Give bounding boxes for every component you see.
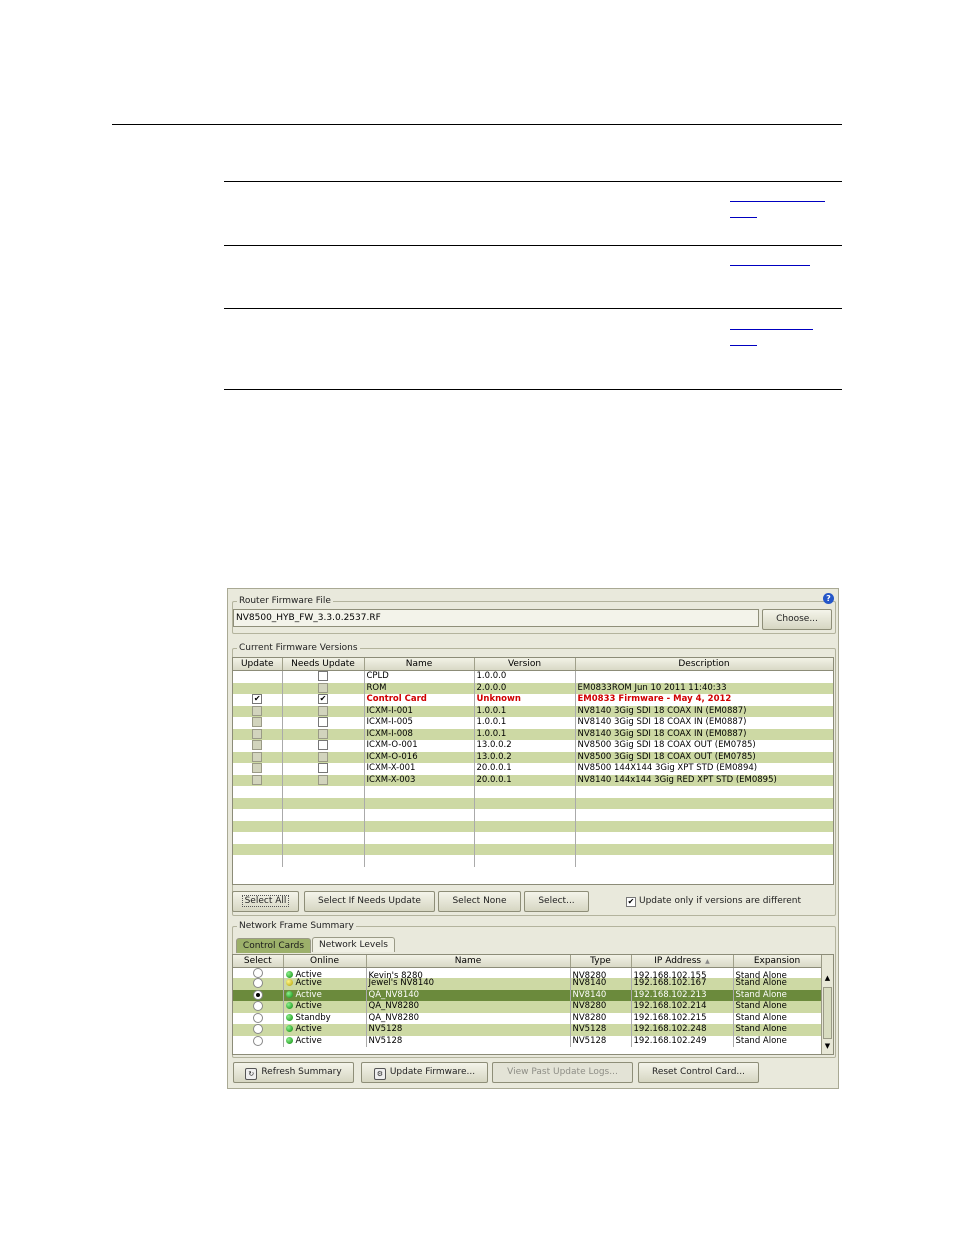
- frame-expansion: Stand Alone: [733, 1024, 821, 1036]
- update-cell[interactable]: [233, 706, 282, 718]
- online-status: Active: [295, 989, 322, 1000]
- empty-cell: [282, 844, 364, 856]
- frame-ip: 192.168.102.215: [631, 1013, 733, 1025]
- frame-ip: 192.168.102.249: [631, 1036, 733, 1048]
- empty-cell: [575, 798, 833, 810]
- xref-link-underline[interactable]: [730, 217, 757, 218]
- network-frame-row[interactable]: [233, 1036, 821, 1048]
- empty-cell: [233, 832, 282, 844]
- column-header[interactable]: Needs Update: [282, 658, 364, 671]
- frame-ip: 192.168.102.214: [631, 1001, 733, 1013]
- update-only-label: Update only if versions are different: [639, 896, 802, 906]
- tab-network-levels[interactable]: Network Levels: [312, 937, 395, 952]
- checkbox[interactable]: [318, 763, 328, 773]
- empty-cell: [364, 786, 474, 798]
- status-led-icon: [286, 979, 293, 986]
- checkbox[interactable]: ✔: [253, 694, 261, 703]
- status-led-icon: [286, 1014, 293, 1021]
- column-header[interactable]: [283, 955, 366, 968]
- frame-expansion: Stand Alone: [733, 1036, 821, 1048]
- empty-cell: [282, 855, 364, 867]
- needs-update-cell: [282, 729, 364, 741]
- empty-row: [233, 786, 833, 798]
- module-version: 13.0.0.2: [474, 740, 575, 752]
- refresh-icon: ↻: [245, 1068, 257, 1080]
- online-cell: [283, 1036, 366, 1048]
- empty-row: [233, 844, 833, 856]
- select-all-label: Select All: [242, 895, 290, 907]
- checkbox[interactable]: [252, 729, 262, 739]
- update-cell[interactable]: [233, 763, 282, 775]
- select-cell[interactable]: [233, 1036, 283, 1048]
- online-cell: [283, 978, 366, 990]
- module-version: 1.0.0.0: [474, 671, 575, 683]
- empty-cell: [474, 844, 575, 856]
- needs-update-cell: [282, 763, 364, 775]
- empty-cell: [282, 798, 364, 810]
- module-name: ICXM-X-001: [364, 763, 474, 775]
- select-radio[interactable]: [253, 1013, 263, 1023]
- column-header-label: Online: [309, 956, 340, 966]
- module-name: ICXM-X-003: [364, 775, 474, 787]
- frame-name: QA_NV8280: [366, 1013, 570, 1025]
- checkbox[interactable]: [252, 706, 262, 716]
- firmware-row[interactable]: [233, 729, 833, 741]
- checkbox[interactable]: [318, 752, 328, 762]
- needs-update-cell: [282, 706, 364, 718]
- select-cell[interactable]: [233, 1001, 283, 1013]
- firmware-row[interactable]: [233, 671, 833, 683]
- column-header-label: Expansion: [753, 956, 801, 966]
- module-name: ROM: [364, 683, 474, 695]
- empty-cell: [233, 821, 282, 833]
- status-led-icon: [286, 971, 293, 978]
- frame-expansion: Stand Alone: [733, 990, 821, 1002]
- empty-cell: [364, 832, 474, 844]
- frame-type: NV8140: [570, 990, 631, 1002]
- firmware-update-panel: [227, 588, 839, 1089]
- select-cell[interactable]: [233, 1013, 283, 1025]
- module-version: 1.0.0.1: [474, 729, 575, 741]
- module-description: NV8140 3Gig SDI 18 COAX IN (EM0887): [575, 717, 833, 729]
- module-description: EM0833ROM Jun 10 2011 11:40:33: [575, 683, 833, 695]
- empty-cell: [575, 786, 833, 798]
- xref-link-underline[interactable]: [730, 329, 813, 330]
- network-frame-row[interactable]: [233, 990, 821, 1002]
- empty-row: [233, 798, 833, 810]
- empty-cell: [575, 809, 833, 821]
- frame-name: QA_NV8140: [366, 990, 570, 1002]
- module-description: NV8500 144X144 3Gig XPT STD (EM0894): [575, 763, 833, 775]
- table-rule-2: [224, 245, 842, 246]
- empty-cell: [233, 844, 282, 856]
- firmware-row[interactable]: [233, 740, 833, 752]
- frame-ip: 192.168.102.213: [631, 990, 733, 1002]
- online-cell: [283, 990, 366, 1002]
- empty-cell: [282, 786, 364, 798]
- select-button[interactable]: Select...: [524, 891, 589, 912]
- choose-button[interactable]: Choose...: [762, 609, 832, 630]
- empty-cell: [233, 809, 282, 821]
- update-cell[interactable]: [233, 775, 282, 787]
- update-cell[interactable]: [233, 717, 282, 729]
- checkbox[interactable]: [318, 706, 328, 716]
- group-title: Router Firmware File: [239, 596, 331, 606]
- header-rule: [112, 124, 842, 125]
- empty-cell: [233, 786, 282, 798]
- select-cell[interactable]: [233, 978, 283, 990]
- frame-type: NV5128: [570, 1036, 631, 1048]
- empty-cell: [233, 855, 282, 867]
- empty-cell: [364, 855, 474, 867]
- view-past-update-logs-button[interactable]: View Past Update Logs...: [492, 1062, 633, 1083]
- column-header-label: Name: [454, 956, 482, 966]
- needs-update-cell: [282, 775, 364, 787]
- empty-cell: [233, 798, 282, 810]
- checkbox[interactable]: [252, 752, 262, 762]
- select-radio[interactable]: [253, 990, 263, 1000]
- frame-expansion: Stand Alone: [733, 968, 821, 979]
- column-header[interactable]: [366, 955, 570, 968]
- help-icon[interactable]: ?: [823, 593, 834, 604]
- module-name: ICXM-O-001: [364, 740, 474, 752]
- firmware-row[interactable]: [233, 683, 833, 695]
- table-rule-1: [224, 181, 842, 182]
- group-title: Network Frame Summary: [239, 921, 354, 931]
- column-header[interactable]: [631, 955, 733, 968]
- needs-update-cell: [282, 671, 364, 683]
- update-cell[interactable]: [233, 752, 282, 764]
- frame-type: NV8280: [570, 1001, 631, 1013]
- reset-control-card-button[interactable]: Reset Control Card...: [638, 1062, 759, 1083]
- xref-link-underline[interactable]: [730, 265, 810, 266]
- empty-cell: [474, 809, 575, 821]
- online-status: Active: [295, 978, 322, 989]
- table-rule-4: [224, 389, 842, 390]
- module-name: Control Card: [364, 694, 474, 706]
- select-radio[interactable]: [253, 968, 263, 978]
- empty-cell: [474, 786, 575, 798]
- xref-link-underline[interactable]: [730, 201, 825, 202]
- frame-type: NV5128: [570, 1024, 631, 1036]
- empty-cell: [364, 798, 474, 810]
- update-cell[interactable]: [233, 683, 282, 695]
- select-radio[interactable]: [253, 1036, 263, 1046]
- online-status: Active: [295, 1001, 322, 1012]
- select-cell[interactable]: [233, 968, 283, 979]
- frame-expansion: Stand Alone: [733, 1013, 821, 1025]
- frame-type: NV8280: [570, 968, 631, 979]
- checkbox[interactable]: [318, 717, 328, 727]
- column-header[interactable]: [233, 955, 283, 968]
- update-cell[interactable]: [233, 740, 282, 752]
- frame-type: NV8140: [570, 978, 631, 990]
- network-frame-row[interactable]: [233, 978, 821, 990]
- firmware-row[interactable]: [233, 775, 833, 787]
- module-description: NV8140 144x144 3Gig RED XPT STD (EM0895): [575, 775, 833, 787]
- tab-control-cards[interactable]: Control Cards: [236, 938, 311, 953]
- frame-ip: 192.168.102.167: [631, 978, 733, 990]
- checkbox[interactable]: [318, 671, 328, 681]
- checkbox[interactable]: [252, 740, 262, 750]
- status-led-icon: [286, 1002, 293, 1009]
- column-header-label: Select: [243, 956, 272, 966]
- empty-cell: [474, 821, 575, 833]
- needs-update-cell: [282, 752, 364, 764]
- network-scrollbar[interactable]: [821, 955, 833, 1054]
- checkbox[interactable]: ✔: [319, 694, 327, 703]
- module-name: ICXM-I-008: [364, 729, 474, 741]
- module-name: ICXM-O-016: [364, 752, 474, 764]
- module-name: CPLD: [364, 671, 474, 683]
- update-cell[interactable]: [233, 729, 282, 741]
- select-none-button[interactable]: Select None: [438, 891, 521, 912]
- column-header-label: IP Address: [654, 956, 702, 966]
- column-header[interactable]: [570, 955, 631, 968]
- frame-type: NV8280: [570, 1013, 631, 1025]
- column-header[interactable]: [733, 955, 821, 968]
- update-cell[interactable]: [233, 671, 282, 683]
- module-version: 20.0.0.1: [474, 775, 575, 787]
- module-description: EM0833 Firmware - May 4, 2012: [575, 694, 833, 706]
- select-if-needs-update-button[interactable]: Select If Needs Update: [304, 891, 435, 912]
- select-cell[interactable]: [233, 990, 283, 1002]
- empty-cell: [364, 809, 474, 821]
- empty-cell: [575, 855, 833, 867]
- module-description: NV8500 3Gig SDI 18 COAX OUT (EM0785): [575, 752, 833, 764]
- empty-cell: [474, 855, 575, 867]
- network-frame-row[interactable]: [233, 1001, 821, 1013]
- empty-cell: [282, 832, 364, 844]
- module-name: ICXM-I-005: [364, 717, 474, 729]
- firmware-row[interactable]: [233, 752, 833, 764]
- table-rule-3: [224, 308, 842, 309]
- frame-name: NV5128: [366, 1024, 570, 1036]
- module-version: 20.0.0.1: [474, 763, 575, 775]
- frame-ip: 192.168.102.248: [631, 1024, 733, 1036]
- module-description: NV8140 3Gig SDI 18 COAX IN (EM0887): [575, 729, 833, 741]
- column-header[interactable]: Name: [364, 658, 474, 671]
- module-version: 1.0.0.1: [474, 706, 575, 718]
- checkbox[interactable]: [252, 717, 262, 727]
- group-title: Current Firmware Versions: [239, 643, 358, 653]
- empty-cell: [575, 844, 833, 856]
- status-led-icon: [286, 1037, 293, 1044]
- empty-cell: [282, 809, 364, 821]
- empty-row: [233, 832, 833, 844]
- checkbox[interactable]: [318, 729, 328, 739]
- scroll-down-arrow-icon[interactable]: ▼: [824, 1042, 831, 1050]
- frame-name: QA_NV8280: [366, 1001, 570, 1013]
- firmware-row[interactable]: [233, 763, 833, 775]
- network-frame-row[interactable]: [233, 968, 821, 979]
- empty-cell: [364, 821, 474, 833]
- needs-update-cell: [282, 694, 364, 706]
- needs-update-cell: [282, 683, 364, 695]
- select-all-button[interactable]: [232, 891, 299, 912]
- empty-row: [233, 821, 833, 833]
- select-radio[interactable]: [253, 1024, 263, 1034]
- empty-cell: [474, 798, 575, 810]
- refresh-summary-button[interactable]: [233, 1062, 354, 1083]
- online-cell: [283, 1001, 366, 1013]
- online-status: Active: [295, 1035, 322, 1046]
- checkbox[interactable]: [318, 740, 328, 750]
- update-firmware-label: Update Firmware...: [389, 1067, 476, 1077]
- module-version: Unknown: [474, 694, 575, 706]
- update-firmware-icon: ⚙: [374, 1068, 386, 1080]
- update-cell[interactable]: [233, 694, 282, 706]
- module-version: 1.0.0.1: [474, 717, 575, 729]
- firmware-row[interactable]: [233, 694, 833, 706]
- frame-expansion: Stand Alone: [733, 1001, 821, 1013]
- column-header[interactable]: Version: [474, 658, 575, 671]
- update-only-checkbox[interactable]: ✔: [627, 897, 635, 906]
- frame-ip: 192.168.102.155: [631, 968, 733, 979]
- empty-cell: [364, 844, 474, 856]
- network-frame-row[interactable]: [233, 1024, 821, 1036]
- frame-name: Jewel's NV8140: [366, 978, 570, 990]
- checkbox[interactable]: [252, 775, 262, 785]
- checkbox[interactable]: [318, 683, 328, 693]
- online-status: Active: [295, 1024, 322, 1035]
- module-name: ICXM-I-001: [364, 706, 474, 718]
- column-header[interactable]: Description: [575, 658, 833, 671]
- network-frame-table: [232, 954, 834, 1055]
- online-status: Standby: [295, 1012, 331, 1023]
- module-version: 2.0.0.0: [474, 683, 575, 695]
- checkbox[interactable]: [252, 763, 262, 773]
- frame-name: Kevin's 8280: [366, 968, 570, 979]
- module-description: [575, 671, 833, 683]
- needs-update-cell: [282, 717, 364, 729]
- sort-ascending-icon: ▲: [705, 958, 710, 965]
- online-cell: [283, 968, 366, 979]
- online-cell: [283, 1013, 366, 1025]
- empty-row: [233, 809, 833, 821]
- online-status: Active: [295, 970, 322, 978]
- column-header-label: Type: [590, 956, 611, 966]
- frame-name: NV5128: [366, 1036, 570, 1048]
- needs-update-cell: [282, 740, 364, 752]
- xref-link-underline[interactable]: [730, 345, 757, 346]
- firmware-row[interactable]: [233, 706, 833, 718]
- scroll-thumb[interactable]: [823, 987, 832, 1039]
- frame-expansion: Stand Alone: [733, 978, 821, 990]
- refresh-summary-label: Refresh Summary: [261, 1067, 342, 1077]
- select-radio[interactable]: [253, 978, 263, 988]
- checkbox[interactable]: [318, 775, 328, 785]
- firmware-file-field[interactable]: NV8500_HYB_FW_3.3.0.2537.RF: [233, 609, 759, 627]
- module-description: NV8500 3Gig SDI 18 COAX OUT (EM0785): [575, 740, 833, 752]
- empty-cell: [575, 821, 833, 833]
- update-firmware-button[interactable]: [361, 1062, 488, 1083]
- firmware-row[interactable]: [233, 717, 833, 729]
- empty-cell: [474, 832, 575, 844]
- column-header[interactable]: Update: [233, 658, 282, 671]
- empty-cell: [575, 832, 833, 844]
- network-frame-row[interactable]: [233, 1013, 821, 1025]
- status-led-icon: [286, 1025, 293, 1032]
- status-led-icon: [286, 991, 293, 998]
- firmware-versions-table: [232, 657, 834, 885]
- module-description: NV8140 3Gig SDI 18 COAX IN (EM0887): [575, 706, 833, 718]
- select-cell[interactable]: [233, 1024, 283, 1036]
- module-version: 13.0.0.2: [474, 752, 575, 764]
- scroll-up-arrow-icon[interactable]: ▲: [824, 974, 831, 982]
- online-cell: [283, 1024, 366, 1036]
- empty-cell: [282, 821, 364, 833]
- select-radio[interactable]: [253, 1001, 263, 1011]
- empty-row: [233, 855, 833, 867]
